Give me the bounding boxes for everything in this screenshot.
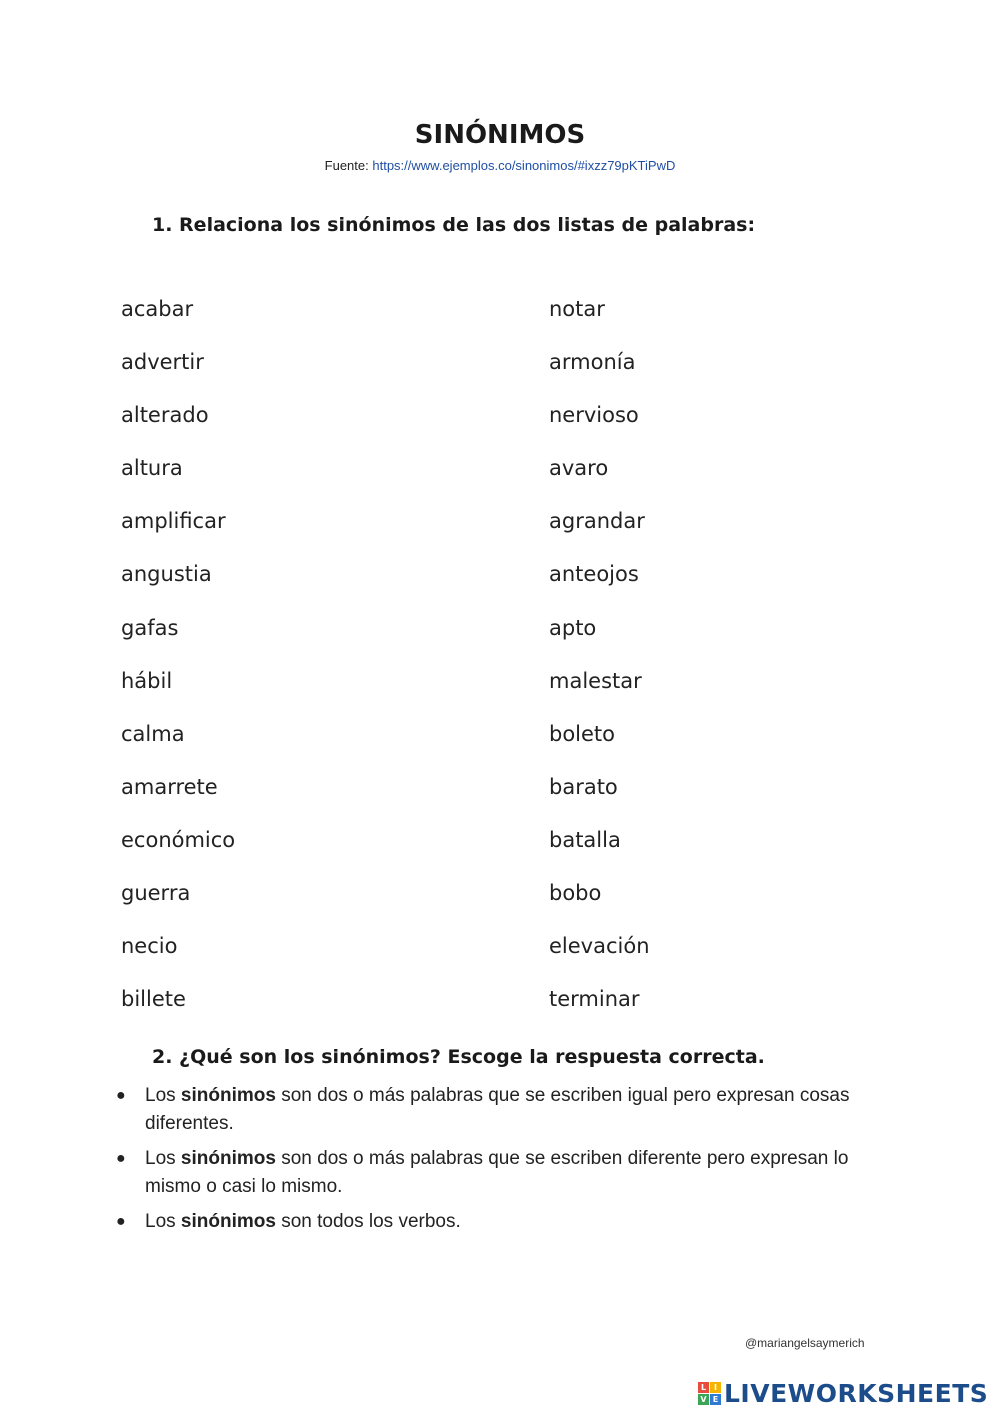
source-link[interactable]: https://www.ejemplos.co/sinonimos/#ixzz79pKTiPwD — [372, 158, 676, 173]
left-word[interactable]: hábil — [121, 668, 173, 693]
answer-option-3[interactable] — [116, 1208, 876, 1236]
question-2-heading: 2. ¿Qué son los sinónimos? Escoge la respuesta correcta. — [152, 1046, 765, 1068]
option-prefix: Los — [145, 1148, 176, 1169]
left-word-list — [121, 288, 235, 1031]
right-word[interactable]: avaro — [549, 456, 609, 481]
page-title: SINÓNIMOS — [414, 120, 586, 150]
option-prefix: Los — [145, 1085, 176, 1106]
logo-cell: L — [698, 1382, 709, 1393]
left-word[interactable]: guerra — [121, 881, 191, 906]
left-word[interactable]: gafas — [121, 615, 179, 640]
left-word[interactable]: advertir — [121, 350, 204, 375]
right-word[interactable]: nervioso — [549, 403, 639, 428]
right-word[interactable]: notar — [549, 297, 605, 321]
right-word[interactable]: bobo — [549, 881, 602, 906]
left-word[interactable]: altura — [121, 456, 183, 481]
left-word[interactable]: alterado — [121, 403, 209, 428]
answer-option-1[interactable] — [116, 1082, 876, 1138]
left-word[interactable]: amplificar — [121, 509, 226, 534]
right-word[interactable]: malestar — [549, 668, 642, 693]
right-word[interactable]: armonía — [549, 350, 636, 375]
option-text: son todos los verbos. — [281, 1211, 461, 1232]
question-1-heading: 1. Relaciona los sinónimos de las dos listas de palabras: — [152, 214, 756, 236]
logo-cell: I — [710, 1382, 721, 1393]
left-word[interactable]: acabar — [121, 297, 194, 321]
right-word[interactable]: agrandar — [549, 509, 645, 534]
option-text: son dos o más palabras que se escriben diferente pero expresan lo mismo o casi lo mismo. — [145, 1148, 849, 1197]
option-prefix: Los — [145, 1211, 176, 1232]
brand-name: LIVEWORKSHEETS — [724, 1378, 989, 1408]
right-word[interactable]: anteojos — [549, 562, 639, 587]
option-bold-term: sinónimos — [180, 1085, 276, 1106]
left-word[interactable]: necio — [121, 934, 178, 959]
right-word-list — [549, 288, 650, 1031]
right-word[interactable]: barato — [549, 774, 618, 799]
logo-cell: E — [710, 1394, 721, 1405]
left-word[interactable]: amarrete — [121, 774, 218, 799]
author-handle: @mariangelsaymerich — [745, 1336, 865, 1350]
right-word[interactable]: terminar — [549, 987, 640, 1012]
bullet-icon: ● — [116, 1150, 126, 1167]
left-word[interactable]: económico — [121, 827, 236, 852]
right-word[interactable]: apto — [549, 615, 597, 640]
option-bold-term: sinónimos — [180, 1148, 276, 1169]
answer-option-2[interactable] — [116, 1145, 876, 1201]
option-bold-term: sinónimos — [180, 1211, 276, 1232]
source-line — [0, 158, 1000, 173]
liveworksheets-logo-icon — [698, 1382, 721, 1405]
right-word[interactable]: batalla — [549, 827, 621, 852]
logo-cell: V — [698, 1394, 709, 1405]
left-word[interactable]: billete — [121, 987, 186, 1012]
bullet-icon: ● — [116, 1213, 126, 1230]
source-label: Fuente: — [324, 158, 369, 173]
option-text: son dos o más palabras que se escriben igual pero expresan cosas diferentes. — [145, 1085, 850, 1134]
bullet-icon: ● — [116, 1087, 126, 1104]
left-word[interactable]: angustia — [121, 562, 212, 587]
answer-options — [116, 1082, 876, 1243]
right-word[interactable]: elevación — [549, 934, 650, 959]
liveworksheets-brand — [698, 1376, 988, 1410]
left-word[interactable]: calma — [121, 721, 185, 746]
right-word[interactable]: boleto — [549, 721, 616, 746]
